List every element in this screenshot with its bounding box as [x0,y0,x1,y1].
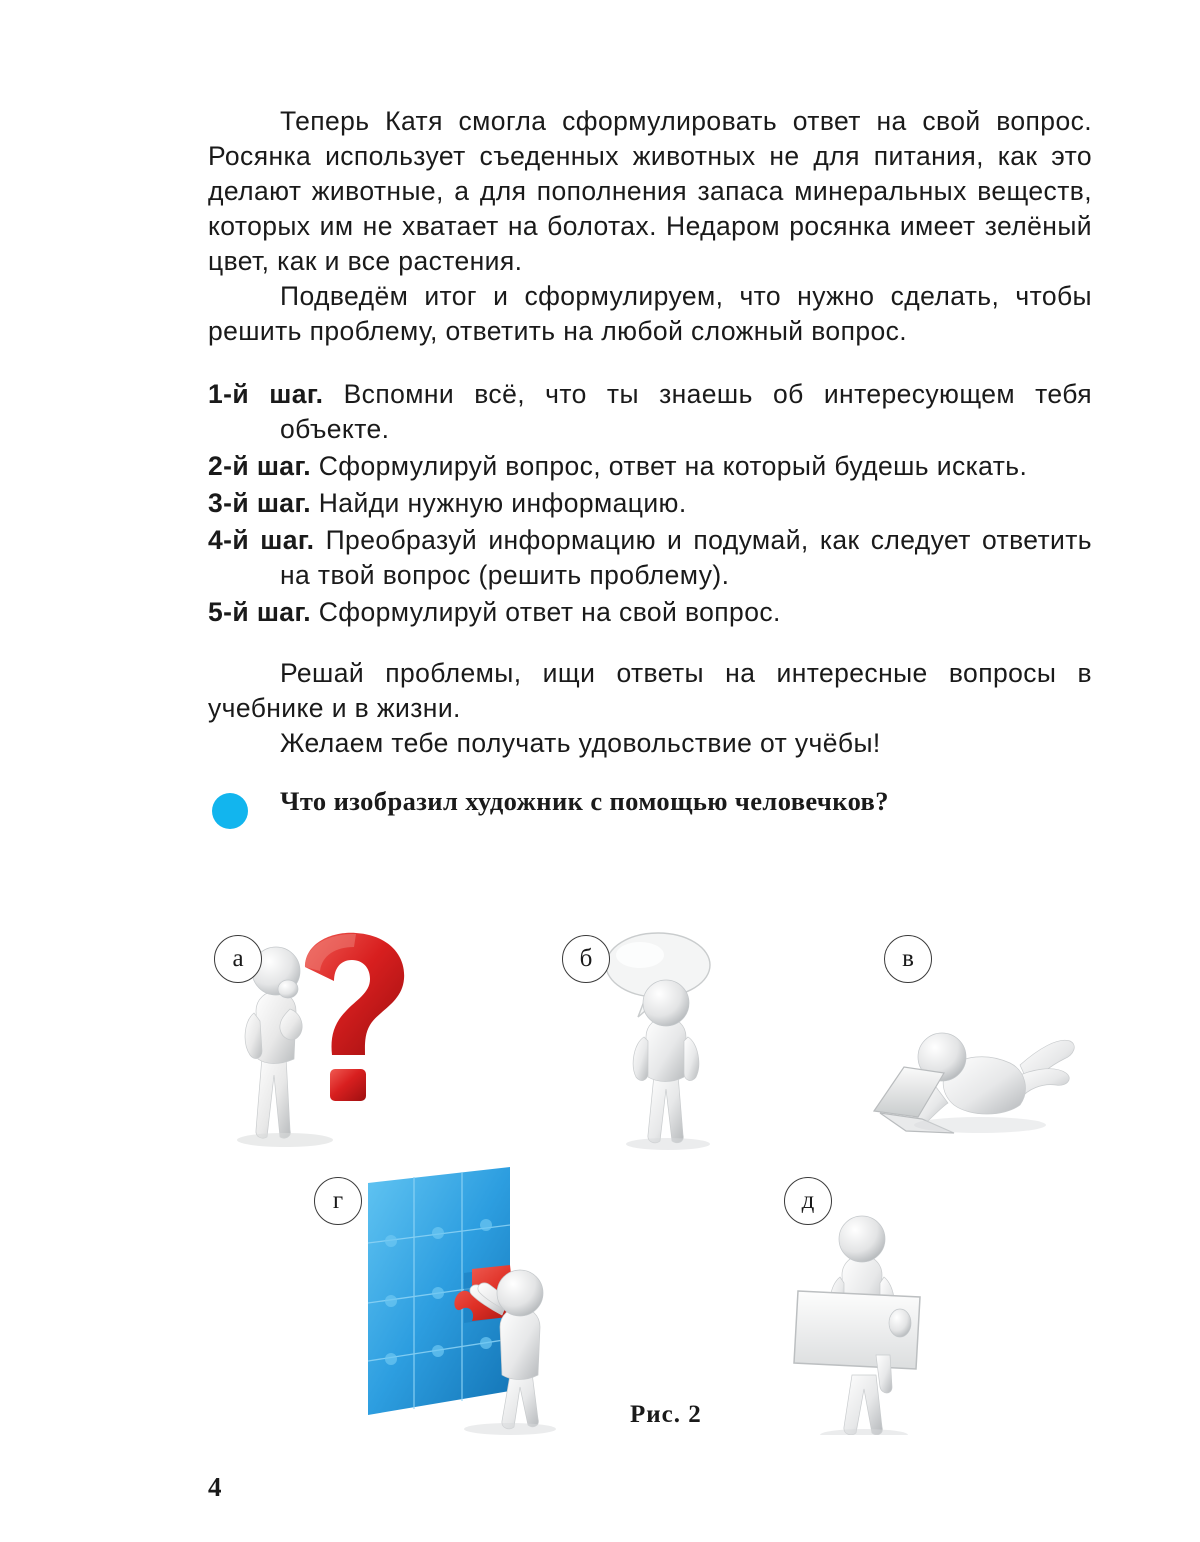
blue-dot-icon [212,793,248,829]
figure-label-d: г [314,1177,362,1225]
figure-label-e: д [784,1177,832,1225]
question-mark-shape [305,933,404,1101]
figure-caption: Рис. 2 [630,1401,702,1428]
step-item [208,595,1092,630]
step-item [208,377,1092,447]
closing-paragraph-1: Решай проблемы, ищи ответы на интересные вопросы в учебнике и в жизни. [208,657,1092,723]
step-label: 4-й шаг. [208,524,315,555]
paragraph-1: Теперь Катя смогла сформулировать ответ на свой вопрос. Росянка использует съеденных животных не для питания, как это делают животные, а для пополнения запаса минеральных веществ, которых им не хватает на болотах. Недаром росянка имеет зелёный цвет, как и все растения. [208,106,1092,276]
question-block [208,784,1092,819]
step-label: 1-й шаг. [208,378,324,409]
figure-with-puzzle-piece [360,1165,595,1435]
step-item [208,449,1092,484]
step-text: Сформулируй вопрос, ответ на который будешь искать. [318,450,1028,481]
step-label: 3-й шаг. [208,487,311,518]
step-text: Преобразуй информацию и подумай, как следует ответить на твой вопрос (решить проблему). [280,524,1093,590]
step-text: Найди нужную информацию. [318,487,687,518]
closing-paragraph-2: Желаем тебе получать удовольствие от учёбы! [280,727,881,758]
step-item [208,486,1092,521]
figure-label-a: а [214,935,262,983]
step-label: 5-й шаг. [208,596,311,627]
steps-list [208,377,1092,630]
question-text: Что изобразил художник с помощью человечков? [280,786,889,817]
step-text: Вспомни всё, что ты знаешь об интересующем тебя объекте. [280,378,1092,444]
figure-with-laptop [870,995,1085,1155]
paragraph-2: Подведём итог и сформулируем, что нужно сделать, чтобы решить проблему, ответить на любой сложный вопрос. [208,280,1092,346]
figure-label-c: в [884,935,932,983]
page-number: 4 [208,1472,222,1502]
figure-holding-blank-sign [780,1205,970,1435]
closing-block [208,656,1092,761]
step-text: Сформулируй ответ на свой вопрос. [318,596,781,627]
page-body [208,104,1092,819]
figure-label-b: б [562,935,610,983]
step-label: 2-й шаг. [208,450,311,481]
figure-2 [190,915,1120,1445]
step-item [208,523,1092,593]
figure-body [633,980,699,1143]
